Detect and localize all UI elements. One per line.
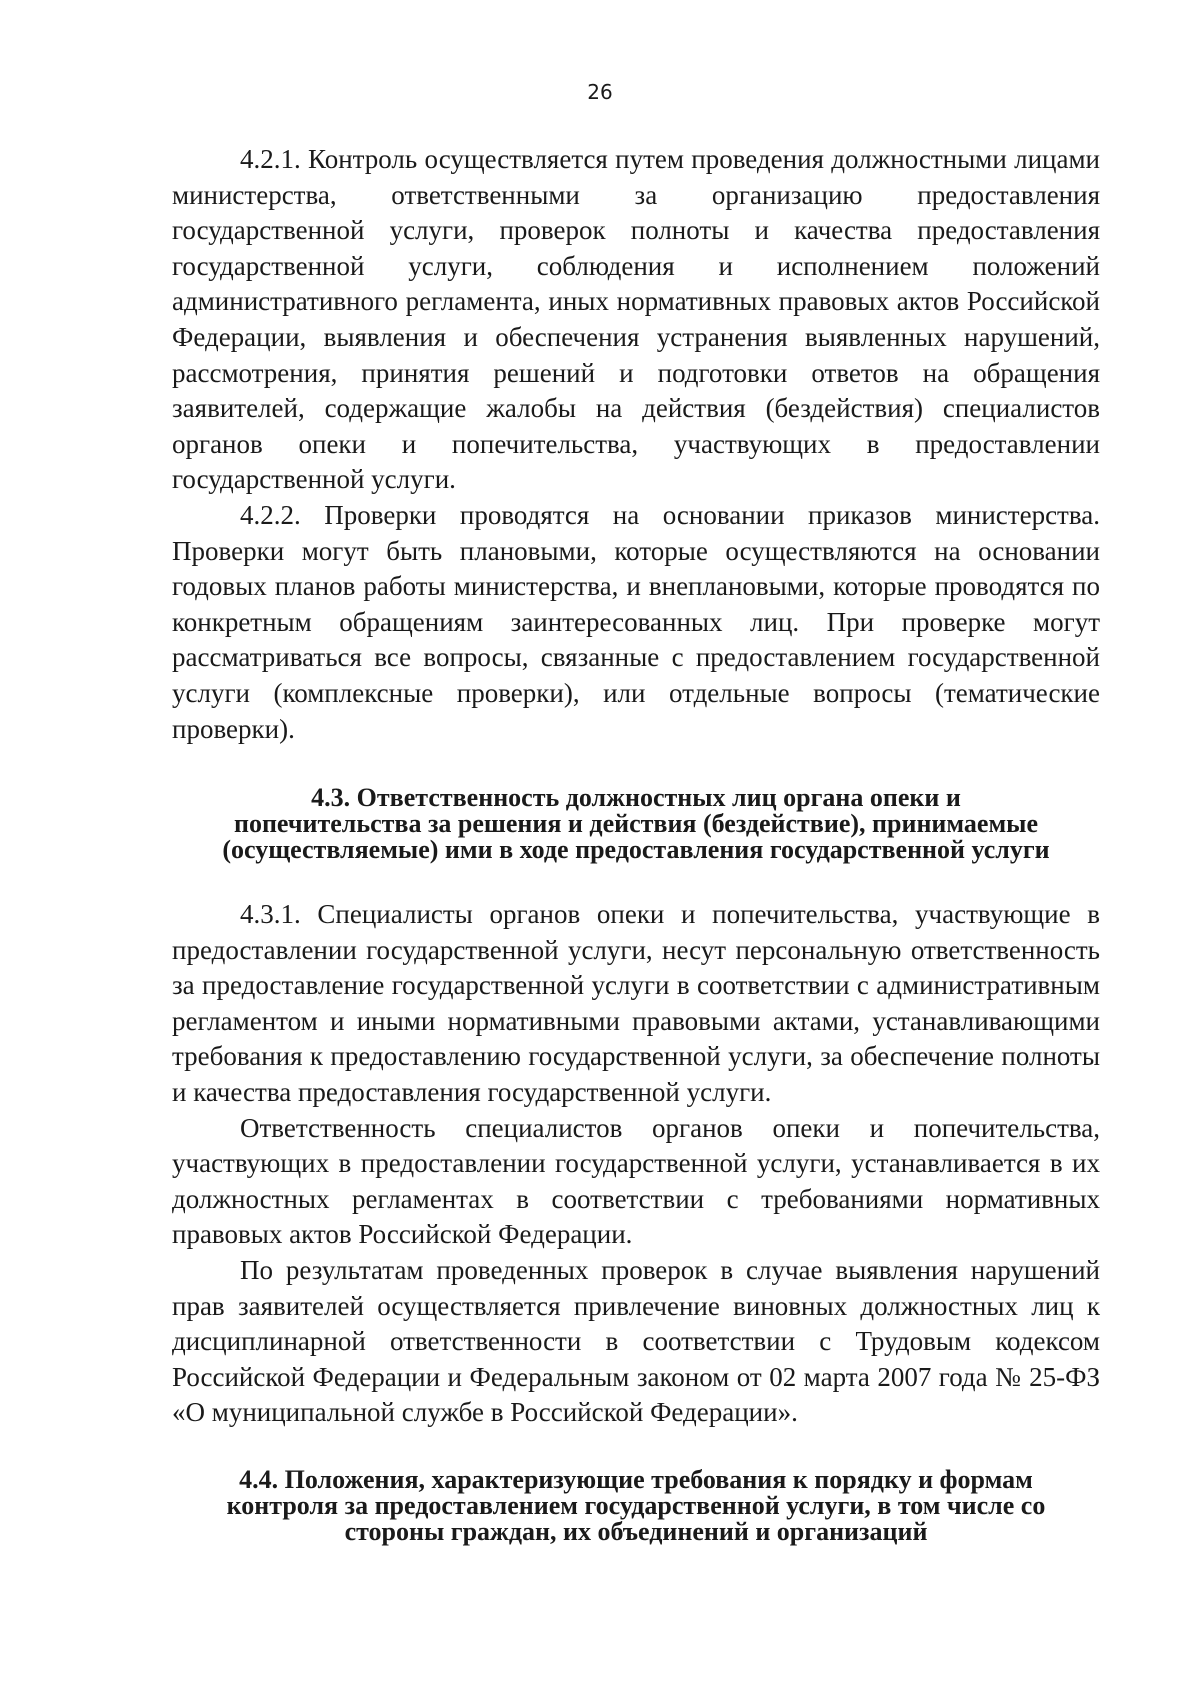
paragraph-audit-results: По результатам проведенных проверок в случае выявления нарушений прав заявителей осуществляется привлечение виновных должностных лиц к дисциплинарной ответственности в соответствии с Трудовым кодексом Российской Федерации и Федеральным законом от 02 марта 2007 года № 25-ФЗ «О муниципальной службе в Российской Федерации». (172, 1255, 1100, 1428)
heading-line: (осуществляемые) ими в ходе предоставления государственной услуги (222, 835, 1050, 865)
section-heading-4-3 (172, 785, 1100, 863)
paragraph-responsibility: Ответственность специалистов органов опеки и попечительства, участвующих в предоставлении государственной услуги, устанавливается в их должностных регламентах в соответствии с требованиями нормативных правовых актов Российской Федерации. (172, 1112, 1100, 1250)
paragraph-4-2-2: 4.2.2. Проверки проводятся на основании приказов министерства. Проверки могут быть плановыми, которые осуществляются на основании годовых планов работы министерства, и внеплановыми, которые проводятся по конкретным обращениям заинтересованных лиц. При проверке могут рассматриваться все вопросы, связанные с предоставлением государственной услуги (комплексные проверки), или отдельные вопросы (тематические проверки). (172, 499, 1100, 744)
heading-line: попечительства за решения и действия (бездействие), принимаемые (233, 809, 1039, 839)
heading-line: стороны граждан, их объединений и организаций (344, 1517, 928, 1546)
section-heading-4-4 (172, 1467, 1100, 1545)
page-number: 26 (587, 80, 613, 104)
paragraph-4-3-1: 4.3.1. Специалисты органов опеки и попечительства, участвующие в предоставлении государственной услуги, несут персональную ответственность за предоставление государственной услуги в соответствии с административным регламентом и иными нормативными правовыми актами, устанавливающими требования к предоставлению государственной услуги, за обеспечение полноты и качества предоставления государственной услуги. (172, 899, 1100, 1108)
heading-line: 4.3. Ответственность должностных лиц органа опеки и (311, 783, 961, 813)
document-body (172, 142, 1100, 1545)
heading-line: 4.4. Положения, характеризующие требования к порядку и формам (239, 1465, 1033, 1494)
paragraph-4-2-1: 4.2.1. Контроль осуществляется путем проведения должностными лицами министерства, ответственными за организацию предоставления государственной услуги, проверок полноты и качества предоставления государственной услуги, соблюдения и исполнением положений административного регламента, иных нормативных правовых актов Российской Федерации, выявления и обеспечения устранения выявленных нарушений, рассмотрения, принятия решений и подготовки ответов на обращения заявителей, содержащие жалобы на действия (бездействия) специалистов органов опеки и попечительства, участвующих в предоставлении государственной услуги. (172, 144, 1100, 495)
heading-line: контроля за предоставлением государственной услуги, в том числе со (226, 1491, 1046, 1520)
